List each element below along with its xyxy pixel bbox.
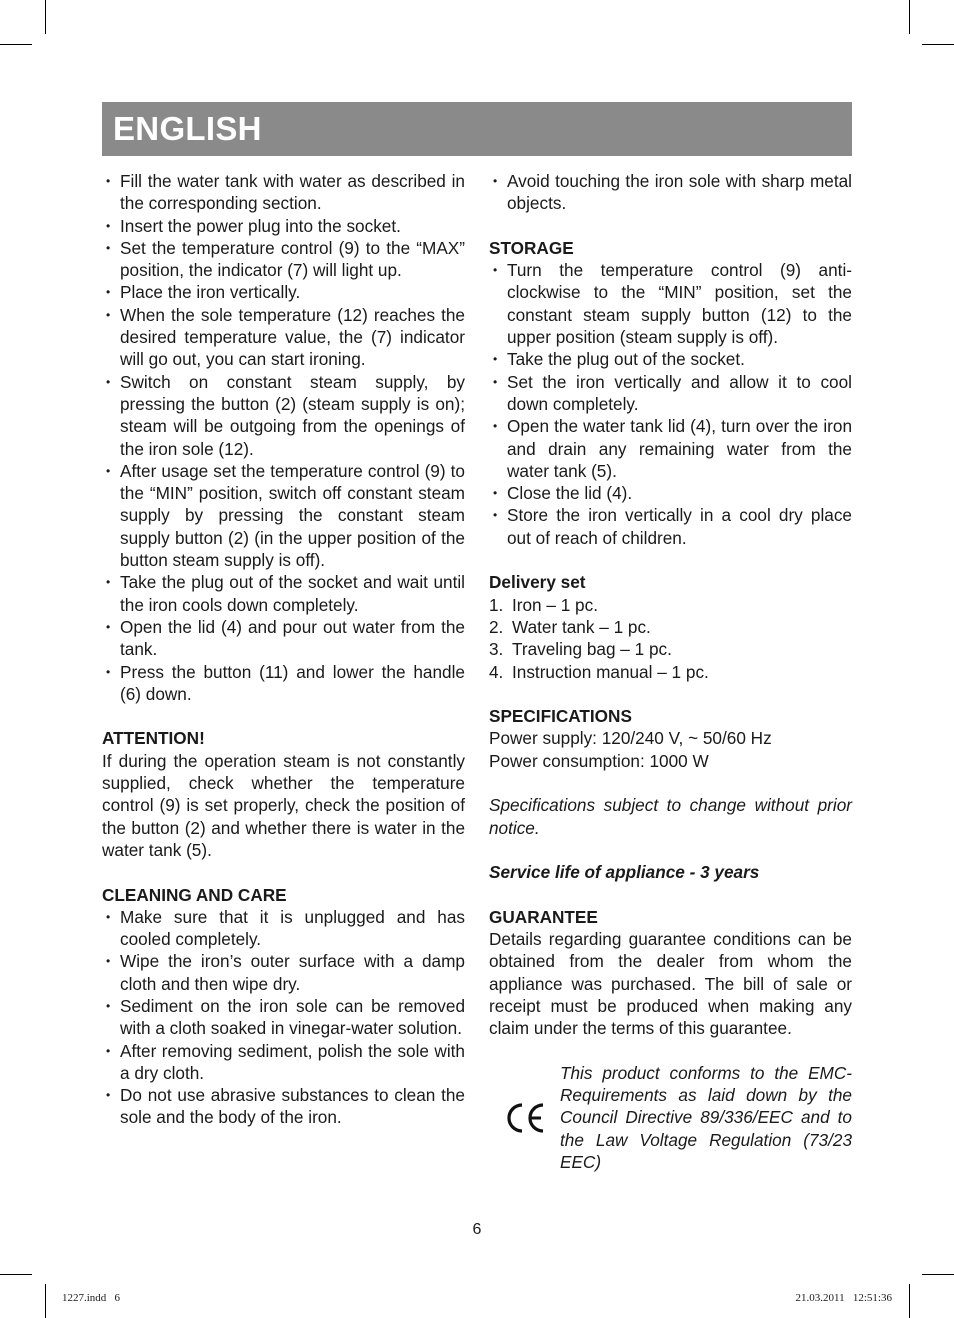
cleaning-list-continued	[489, 170, 852, 215]
item-text: Iron – 1 pc.	[512, 594, 598, 615]
ce-mark-icon	[489, 1102, 560, 1134]
list-item: • When the sole temperature (12) reaches the desired temperature value, the (7) indicator will go out, you can start ironing.	[102, 304, 465, 371]
power-supply: Power supply: 120/240 V, ~ 50/60 Hz	[489, 728, 772, 749]
list-item: • Take the plug out of the socket.	[489, 348, 852, 370]
crop-mark	[45, 1284, 46, 1318]
item-text: Traveling bag – 1 pc.	[512, 639, 672, 660]
list-item: • Press the button (11) and lower the handle (6) down.	[102, 661, 465, 706]
item-number: 4.	[489, 661, 504, 682]
crop-mark	[45, 0, 46, 34]
crop-mark	[909, 0, 910, 34]
crop-mark	[909, 1284, 910, 1318]
delivery-list	[489, 594, 852, 683]
page-title: ENGLISH	[113, 110, 262, 147]
cleaning-list	[102, 906, 465, 1129]
list-item: • After removing sediment, polish the sole with a dry cloth.	[102, 1040, 465, 1085]
list-item: • Make sure that it is unplugged and has cooled completely.	[102, 906, 465, 951]
list-item: • Open the lid (4) and pour out water from the tank.	[102, 616, 465, 661]
list-item: • Open the water tank lid (4), turn over the iron and drain any remaining water from the water tank (5).	[489, 415, 852, 482]
delivery-heading: Delivery set	[489, 572, 586, 593]
list-item: • Turn the temperature control (9) anti-clockwise to the “MIN” position, set the constant steam supply button (12) to the upper position (steam supply is off).	[489, 259, 852, 348]
service-life: Service life of appliance - 3 years	[489, 862, 760, 883]
guarantee-heading: GUARANTEE	[489, 906, 598, 927]
language-header-bar	[102, 102, 852, 156]
attention-text: If during the operation steam is not constantly supplied, check whether the temperature control (9) is set properly, check the position of the button (2) and whether there is water in the water tank (5).	[102, 750, 465, 860]
list-item: • Set the temperature control (9) to the “MAX” position, the indicator (7) will light up.	[102, 237, 465, 282]
list-item	[489, 638, 852, 660]
list-item	[489, 661, 852, 683]
page-number: 6	[472, 1221, 482, 1238]
crop-mark	[922, 44, 954, 45]
list-item: • Insert the power plug into the socket.	[102, 215, 465, 237]
operation-steps-list	[102, 170, 465, 705]
conformity-block	[489, 1062, 852, 1173]
list-item: • Set the iron vertically and allow it to cool down completely.	[489, 371, 852, 416]
item-number: 2.	[489, 616, 504, 637]
list-item: • Close the lid (4).	[489, 482, 852, 504]
slug-file: 1227.indd 6	[62, 1292, 121, 1304]
crop-mark	[922, 1274, 954, 1275]
guarantee-text: Details regarding guarantee conditions can be obtained from the dealer from whom the appliance was purchased. The bill of sale or receipt must be produced when making any claim under the terms of this guarantee.	[489, 929, 852, 1039]
cleaning-heading: CLEANING AND CARE	[102, 884, 287, 905]
right-column	[489, 170, 852, 1173]
slug-date: 21.03.2011 12:51:36	[795, 1292, 892, 1304]
power-consumption: Power consumption: 1000 W	[489, 750, 709, 771]
list-item: • Store the iron vertically in a cool dry place out of reach of children.	[489, 504, 852, 549]
list-item: • After usage set the temperature control (9) to the “MIN” position, switch off constant steam supply by pressing the constant steam supply button (2) (in the upper position of the button steam supply is off).	[102, 460, 465, 571]
crop-mark	[0, 44, 32, 45]
left-column	[102, 170, 465, 1129]
list-item	[489, 594, 852, 616]
item-number: 3.	[489, 639, 504, 660]
list-item: • Take the plug out of the socket and wait until the iron cools down completely.	[102, 571, 465, 616]
storage-heading: STORAGE	[489, 237, 574, 258]
item-text: Water tank – 1 pc.	[512, 616, 651, 637]
specifications-heading: SPECIFICATIONS	[489, 706, 632, 727]
list-item: • Do not use abrasive substances to clean the sole and the body of the iron.	[102, 1084, 465, 1129]
list-item	[489, 616, 852, 638]
conformity-text: This product conforms to the EMC-Requirements as laid down by the Council Directive 89/336/EEC and to the Law Voltage Regulation (73/23 EEC)	[560, 1062, 852, 1173]
crop-mark	[0, 1274, 32, 1275]
list-item: • Place the iron vertically.	[102, 281, 465, 303]
list-item: • Fill the water tank with water as described in the corresponding section.	[102, 170, 465, 215]
list-item: • Switch on constant steam supply, by pressing the button (2) (steam supply is on); steam will be outgoing from the openings of the iron sole (12).	[102, 371, 465, 460]
storage-list	[489, 259, 852, 549]
item-text: Instruction manual – 1 pc.	[512, 661, 709, 682]
item-number: 1.	[489, 594, 504, 615]
specifications-notice: Specifications subject to change without prior notice.	[489, 795, 852, 838]
list-item: • Avoid touching the iron sole with sharp metal objects.	[489, 170, 852, 215]
list-item: • Wipe the iron’s outer surface with a damp cloth and then wipe dry.	[102, 950, 465, 995]
attention-heading: ATTENTION!	[102, 728, 205, 749]
list-item: • Sediment on the iron sole can be removed with a cloth soaked in vinegar-water solution.	[102, 995, 465, 1040]
